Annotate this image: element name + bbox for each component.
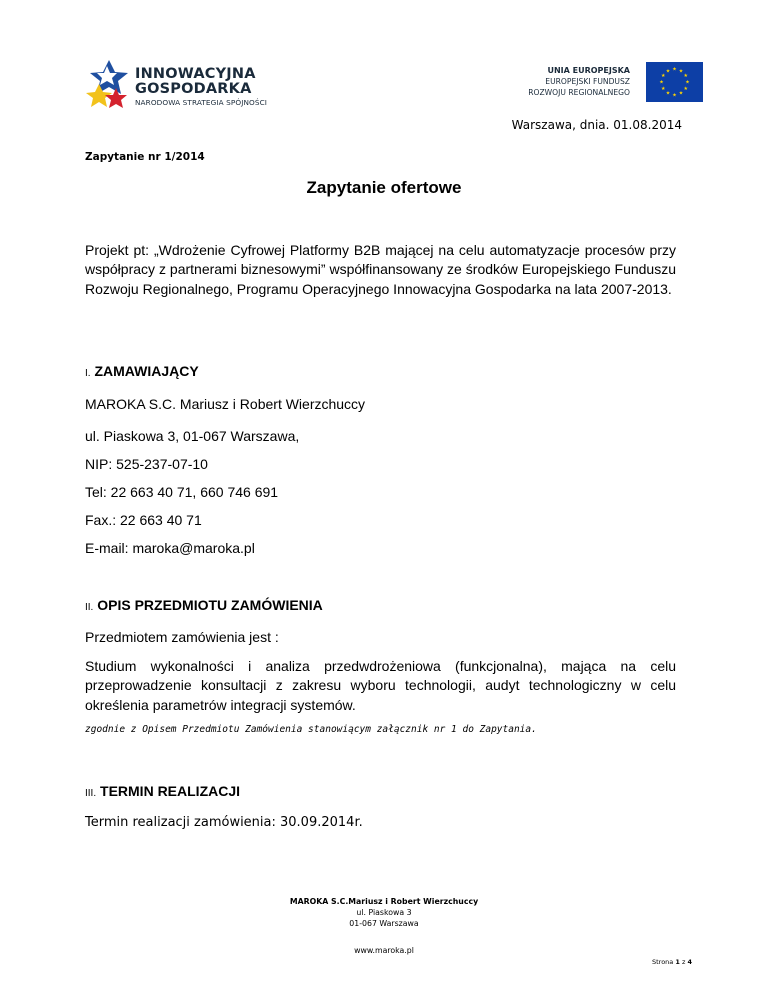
innowacyjna-gospodarka-logo [86, 58, 286, 113]
order-subject-note: zgodnie z Opisem Przedmiotu Zamówienia stanowiącym załącznik nr 1 do Zapytania. [85, 724, 537, 735]
stars-logo-icon [86, 58, 134, 113]
svg-text:★: ★ [678, 90, 684, 97]
footer-address: MAROKA S.C.Mariusz i Robert Wierzchuccy ul. Piaskowa 3 01-067 Warszawa [289, 897, 479, 928]
project-description: Projekt pt: „Wdrożenie Cyfrowej Platformy B2B mającej na celu automatyzacje procesów przy współpracy z partnerami biznesowymi” współfinansowany ze środków Europejskiego Funduszu Rozwoju Regionalnego, Programu Operacyjnego Innowacyjna Gospodarka na lata 2007-2013. [85, 242, 676, 297]
page-number: Strona 1 z 4 [651, 958, 692, 966]
inquiry-number: Zapytanie nr 1/2014 [85, 151, 205, 163]
eu-flag-icon [646, 62, 703, 102]
svg-text:★: ★ [685, 79, 690, 86]
section-heading-opis: II. OPIS PRZEDMIOTU ZAMÓWIENIA [85, 597, 323, 613]
order-subject-intro: Przedmiotem zamówienia jest : [85, 629, 279, 645]
orderer-name: MAROKA S.C. Mariusz i Robert Wierzchuccy [85, 396, 366, 412]
completion-deadline: Termin realizacji zamówienia: 30.09.2014r. [85, 815, 363, 830]
orderer-nip: NIP: 525-237-07-10 [85, 456, 208, 472]
orderer-fax: Fax.: 22 663 40 71 [85, 512, 202, 528]
logo-title: INNOWACYJNA GOSPODARKA [135, 66, 256, 97]
svg-text:★: ★ [672, 92, 677, 99]
page-title: Zapytanie ofertowe [306, 178, 462, 197]
orderer-email: E-mail: maroka@maroka.pl [85, 540, 255, 556]
svg-text:★: ★ [683, 86, 688, 92]
svg-text:★: ★ [678, 68, 684, 75]
svg-text:★: ★ [665, 90, 671, 97]
orderer-address: ul. Piaskowa 3, 01-067 Warszawa, [85, 428, 300, 444]
orderer-phone: Tel: 22 663 40 71, 660 746 691 [85, 484, 279, 500]
section-heading-termin: III. TERMIN REALIZACJI [85, 783, 241, 799]
section-heading-zamawiajacy: I. ZAMAWIAJĄCY [85, 363, 199, 379]
eu-logo [515, 62, 703, 106]
svg-text:★: ★ [672, 66, 677, 73]
svg-text:★: ★ [661, 86, 666, 92]
order-subject-description: Studium wykonalności i analiza przedwdrożeniowa (funkcjonalna), mająca na celu przeprowadzenie konsultacji z zakresu wyboru technologii, audyt technologiczny w celu określenia parametrów integracji systemów. [85, 658, 676, 713]
svg-text:★: ★ [665, 68, 671, 75]
svg-text:★: ★ [683, 73, 688, 79]
svg-text:★: ★ [659, 79, 664, 86]
document-date: Warszawa, dnia. 01.08.2014 [511, 118, 682, 132]
svg-text:★: ★ [661, 73, 666, 79]
logo-subtitle: NARODOWA STRATEGIA SPÓJNOŚCI [135, 98, 268, 107]
eu-logo-text: UNIA EUROPEJSKA EUROPEJSKI FUNDUSZ ROZWOJU REGIONALNEGO [528, 66, 630, 97]
footer-website: www.maroka.pl [354, 946, 414, 955]
